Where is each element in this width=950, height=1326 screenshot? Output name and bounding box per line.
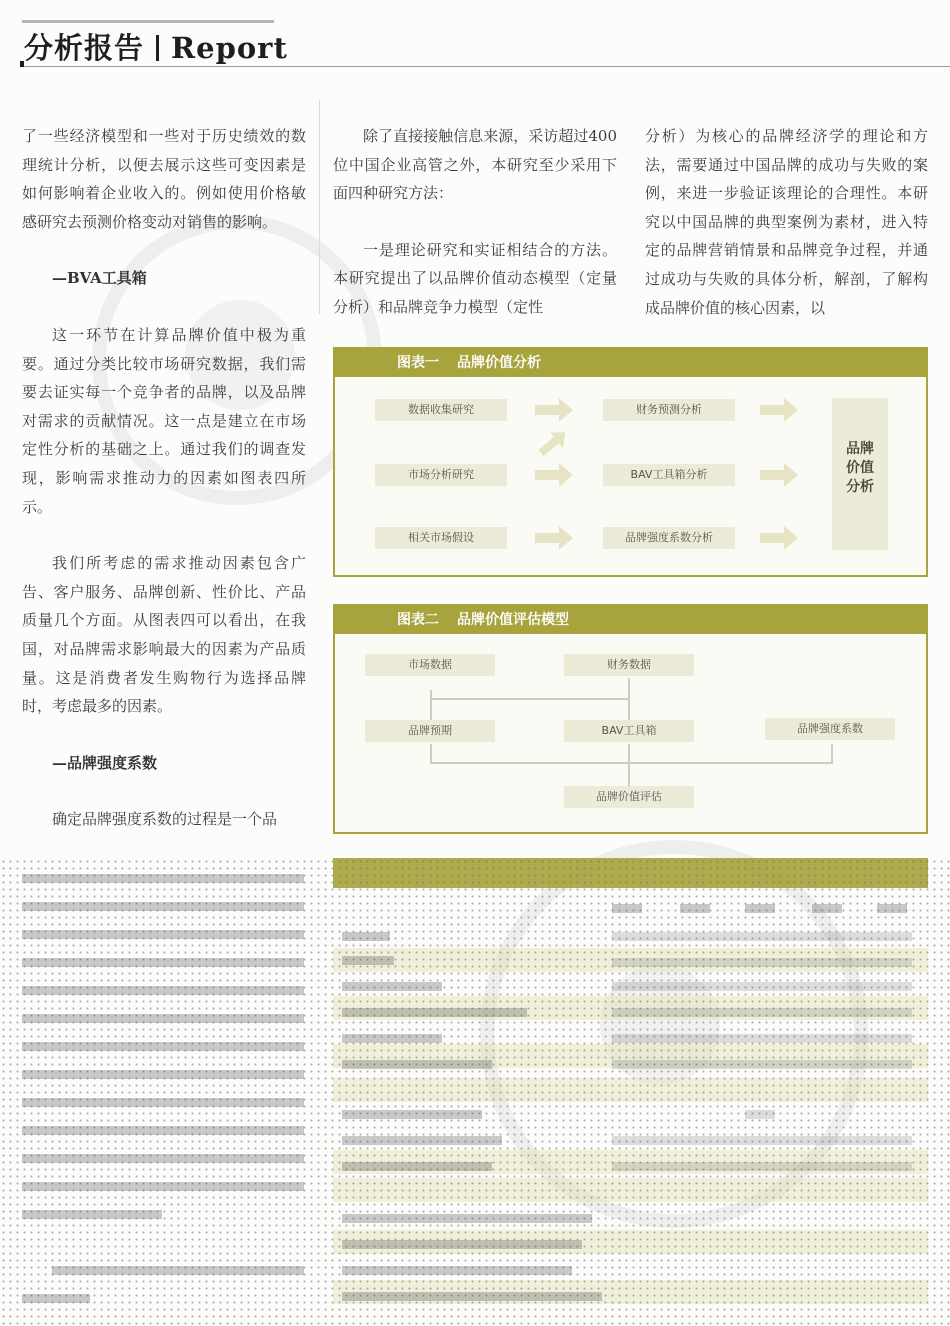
fig2-connector xyxy=(430,698,630,700)
text-column-1 xyxy=(22,122,306,834)
header-rule-mark xyxy=(20,61,24,67)
fig1-node-strength-analysis: 品牌强度系数分析 xyxy=(603,527,735,549)
column-divider xyxy=(319,100,320,314)
fig2-connector xyxy=(628,678,630,720)
fig2-node-brand-forecast: 品牌预期 xyxy=(365,720,495,742)
col1-subheading-strength: —品牌强度系数 xyxy=(52,753,158,772)
col2-paragraph-1: 除了直接接触信息来源，采访超过400位中国企业高管之外，本研究至少采用下面四种研究方法： xyxy=(333,127,617,203)
title-english: Report xyxy=(171,31,288,65)
col1-paragraph-4: 确定品牌强度系数的过程是一个品 xyxy=(52,810,278,829)
fig1-node-market-assumption: 相关市场假设 xyxy=(375,527,507,549)
fig2-node-brand-strength: 品牌强度系数 xyxy=(765,718,895,740)
fig1-node-bav-analysis: BAV工具箱分析 xyxy=(603,464,735,486)
col1-paragraph-1: 了一些经济模型和一些对于历史绩效的数理统计分析，以便去展示这些可变因素是如何影响着企业收入的。例如使用价格敏感研究去预测价格变动对销售的影响。 xyxy=(22,127,306,231)
figure-brand-value-analysis xyxy=(333,347,928,577)
fig2-node-brand-valuation: 品牌价值评估 xyxy=(564,786,694,808)
fig1-node-finance-forecast: 财务预测分析 xyxy=(603,399,735,421)
fig1-result-line-2: 价值 xyxy=(846,460,874,476)
fig2-connector xyxy=(430,744,432,764)
text-column-3 xyxy=(645,122,928,322)
figure1-header xyxy=(335,349,926,377)
title-separator xyxy=(156,35,159,61)
col3-paragraph-1: 分析）为核心的品牌经济学的理论和方法，需要通过中国品牌的成功与失败的案例，来进一步验证该理论的合理性。本研究以中国品牌的典型案例为素材，进入特定的品牌营销情景和品牌竞争过程，并通过成功与失败的具体分析，解剖，了解构成品牌价值的核心因素，以 xyxy=(645,127,928,317)
fig1-result-node xyxy=(832,398,888,550)
fig2-node-bav-toolbox: BAV工具箱 xyxy=(564,720,694,742)
figure1-title: 品牌价值分析 xyxy=(457,355,541,371)
col1-paragraph-2: 这一环节在计算品牌价值中极为重要。通过分类比较市场研究数据，我们需要去证实每一个竞争者的品牌，以及品牌对需求的贡献情况。这一点是建立在市场定性分析的基础之上。通过我们的调查发现，影响需求推动力的因素如图表四所示。 xyxy=(22,325,306,516)
text-column-2 xyxy=(333,122,617,322)
obscured-content-pattern xyxy=(0,858,950,1326)
page-title xyxy=(24,26,288,67)
col1-paragraph-3: 我们所考虑的需求推动因素包含广告、客户服务、品牌创新、性价比、产品质量几个方面。从图表四可以看出，在我国，对品牌需求影响最大的因素为产品质量。这是消费者发生购物行为选择品牌时，考虑最多的因素。 xyxy=(22,554,306,716)
col1-subheading-bva: —BVA工具箱 xyxy=(52,269,147,288)
fig2-connector xyxy=(628,744,630,786)
fig2-connector xyxy=(430,690,432,720)
figure1-label: 图表一 xyxy=(397,355,439,371)
fig2-connector xyxy=(831,744,833,764)
fig1-node-data-collection: 数据收集研究 xyxy=(375,399,507,421)
fig1-result-line-3: 分析 xyxy=(846,479,874,495)
header-rule xyxy=(22,66,950,67)
figure2-header xyxy=(335,606,926,634)
fig2-connector xyxy=(430,762,833,764)
title-chinese: 分析报告 xyxy=(24,31,145,65)
fig1-result-line-1: 品牌 xyxy=(846,441,874,457)
fig2-node-market-data: 市场数据 xyxy=(365,654,495,676)
header-top-rule xyxy=(22,20,274,23)
fig1-node-market-analysis: 市场分析研究 xyxy=(375,464,507,486)
fig2-node-finance-data: 财务数据 xyxy=(564,654,694,676)
figure2-label: 图表二 xyxy=(397,612,439,628)
figure-brand-value-model xyxy=(333,604,928,834)
figure2-title: 品牌价值评估模型 xyxy=(457,612,569,628)
col2-paragraph-2: 一是理论研究和实证相结合的方法。本研究提出了以品牌价值动态模型（定量分析）和品牌竞争力模型（定性 xyxy=(333,240,617,316)
